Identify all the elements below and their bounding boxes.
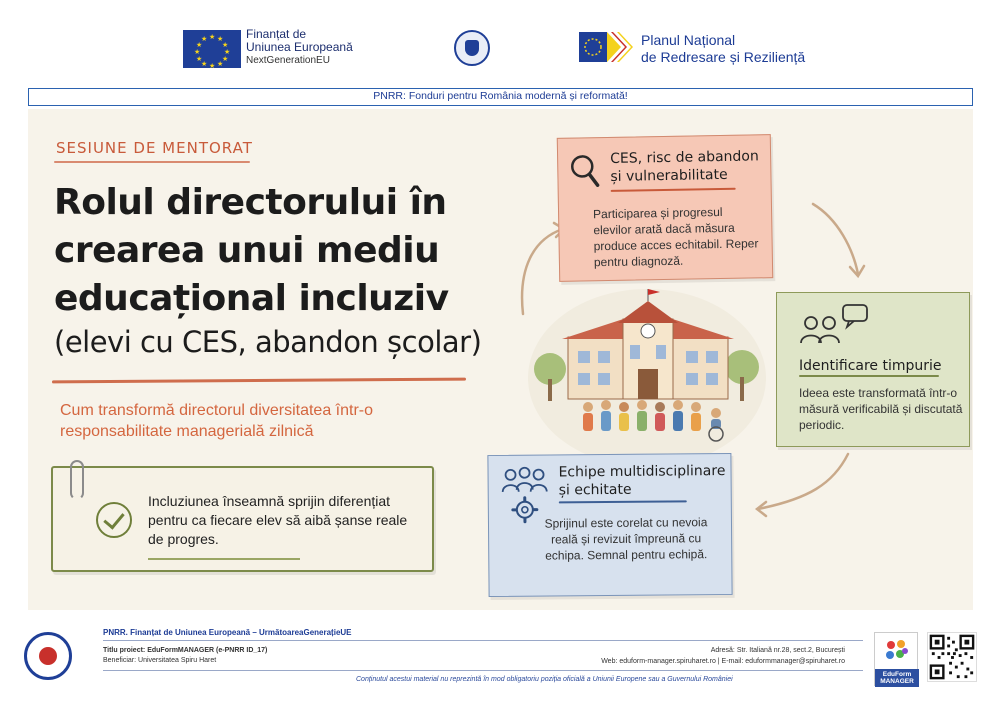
title-line-3: educațional incluziv <box>54 278 449 319</box>
header <box>0 0 1000 86</box>
arrow-top-right <box>813 204 858 274</box>
pnrr-line-1: Planul Național <box>641 32 736 48</box>
card-title: CES, risc de abandon și vulnerabilitate <box>609 148 759 185</box>
card-title: Echipe multidisciplinare și echitate <box>558 462 726 499</box>
card-title: Identificare timpurie <box>799 358 942 374</box>
footer-address: Adresă: Str. Italiană nr.28, sect.2, București <box>710 647 845 654</box>
footer-beneficiary: Beneficiar: Universitatea Spiru Haret <box>103 657 217 664</box>
page-title <box>54 179 524 361</box>
note-underline <box>148 558 300 560</box>
pnrr-banner: PNRR: Fonduri pentru România modernă și reformată! <box>28 88 973 106</box>
qr-code-icon[interactable] <box>927 632 977 682</box>
paperclip-icon <box>70 460 84 500</box>
eu-funding-text <box>246 28 353 67</box>
subtitle: Cum transformă directorul diversitatea într-o responsabilitate managerială zilnică <box>60 402 373 440</box>
people-talk-icon <box>799 303 871 347</box>
session-underline <box>54 161 250 163</box>
eduform-label-line-1: EduForm <box>882 671 912 678</box>
eu-line-3: NextGenerationEU <box>246 55 330 66</box>
card-body: Participarea și progresul elevilor arată dacă măsura produce acces echitabil. Reper pentru diagnoză. <box>592 204 759 270</box>
arrow-bottom-left <box>758 454 848 509</box>
card-multidisciplinary-teams <box>487 453 732 597</box>
eduform-dots-icon <box>885 639 909 661</box>
footer-divider-2 <box>103 670 863 671</box>
title-line-2: crearea unui mediu <box>54 230 440 271</box>
school-illustration-icon <box>528 289 766 467</box>
footer-divider <box>103 640 863 641</box>
pnrr-title-text <box>641 32 805 66</box>
footer-web-email[interactable]: Web: eduform-manager.spiruharet.ro | E-mail: eduformmanager@spiruharet.ro <box>601 658 845 665</box>
card-underline <box>611 188 736 192</box>
title-underline <box>52 378 466 384</box>
card-underline <box>799 375 939 377</box>
card-body: Ideea este transformată într-o măsură verificabilă și discutată periodic. <box>799 386 963 432</box>
card-ces-risk <box>557 134 773 282</box>
eduform-logo <box>874 632 918 686</box>
university-seal-icon <box>24 632 72 680</box>
magnifier-icon <box>568 152 601 189</box>
card-body: Sprijinul este corelat cu nevoia reală și revizuit împreună cu echipa. Semnal pentru echipă. <box>544 515 708 563</box>
government-seal-icon <box>454 30 490 66</box>
footer-funding-line: PNRR. Finanțat de Uniunea Europeană – UrmătoareaGenerațieUE <box>103 628 352 637</box>
footer-disclaimer: Conținutul acestui material nu reprezintă în mod obligatoriu poziția oficială a Uniunii Europene sau a Guvernului României <box>356 676 733 683</box>
eu-line-1: Finanțat de <box>246 27 307 41</box>
card-early-identification <box>776 292 970 447</box>
pnrr-logo-icon <box>577 28 633 66</box>
pnrr-line-2: de Redresare și Reziliență <box>641 49 806 65</box>
card-underline <box>559 500 687 503</box>
eduform-label <box>875 669 919 687</box>
session-label: SESIUNE DE MENTORAT <box>56 139 253 157</box>
footer-project: Titlu proiect: EduFormMANAGER (e-PNRR ID_17) <box>103 647 268 654</box>
eduform-label-line-2: MANAGER <box>880 678 914 685</box>
main-panel <box>28 109 973 610</box>
title-line-4: (elevi cu CES, abandon școlar) <box>54 325 482 359</box>
title-line-1: Rolul directorului în <box>54 182 447 223</box>
checkmark-icon <box>96 502 132 538</box>
eu-flag-icon: ★ ★ ★ ★ ★ ★ ★ ★ ★ ★ ★ ★ <box>183 30 241 68</box>
note-text: Incluziunea înseamnă sprijin diferențiat pentru ca fiecare elev să aibă șanse reale de progres. <box>148 493 408 547</box>
eu-line-2: Uniunea Europeană <box>246 40 353 54</box>
